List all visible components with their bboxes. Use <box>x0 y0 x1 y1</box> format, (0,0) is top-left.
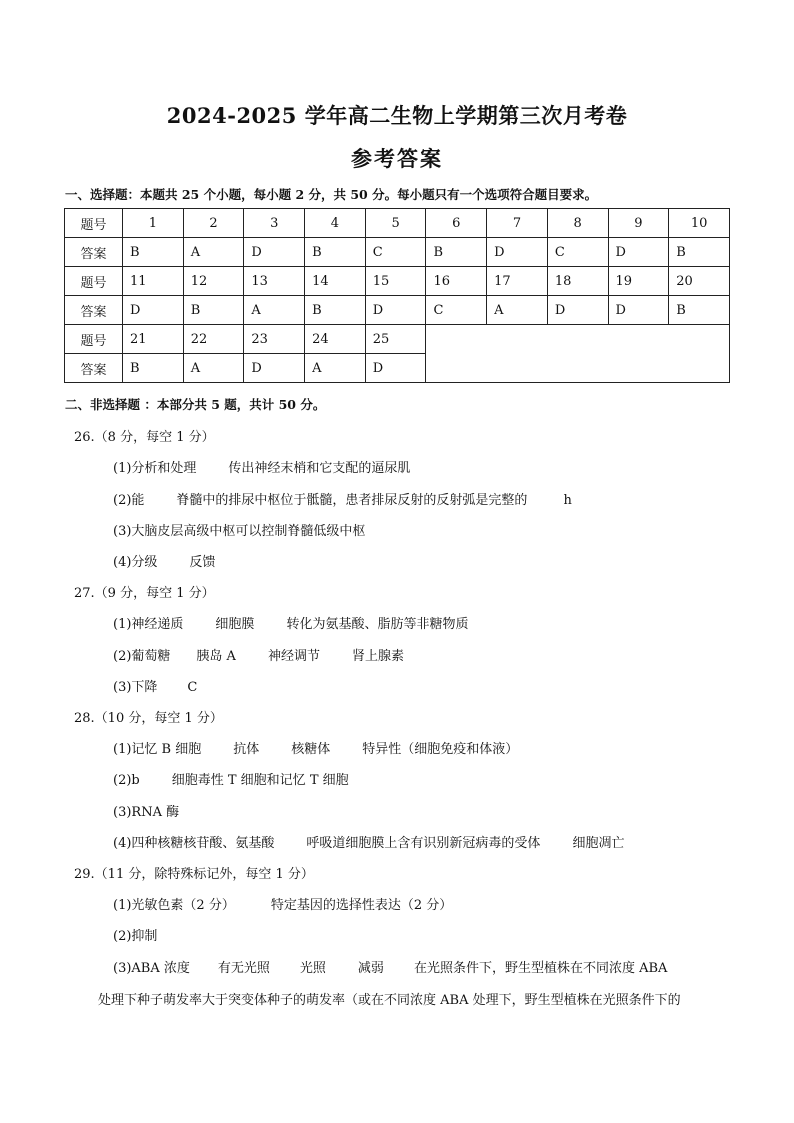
answer-cell: B <box>305 238 366 267</box>
question-number: 25 <box>365 325 426 354</box>
answer-cell: D <box>365 354 426 383</box>
answer-cell: D <box>547 296 608 325</box>
answer-text: C <box>187 680 198 695</box>
question-number: 20 <box>669 267 730 296</box>
answer-text: 反馈 <box>189 555 216 570</box>
table-row <box>65 296 730 325</box>
table-row <box>65 238 730 267</box>
question-number: 19 <box>608 267 669 296</box>
question-number: 13 <box>244 267 305 296</box>
question-number: 11 <box>123 267 184 296</box>
answer-line <box>113 925 157 944</box>
answer-text: (1)记忆 B 细胞 <box>113 742 202 757</box>
answer-text: 特异性（细胞免疫和体液） <box>362 742 519 757</box>
question-number: 4 <box>305 209 366 238</box>
answer-line <box>113 769 349 788</box>
empty-cell <box>426 325 730 383</box>
answer-text: 抗体 <box>233 742 260 757</box>
question-number: 7 <box>487 209 548 238</box>
answer-line <box>113 457 410 476</box>
answer-cell: D <box>244 238 305 267</box>
answer-text: 特定基因的选择性表达（2 分） <box>270 898 453 913</box>
answer-text: (2)葡萄糖 <box>113 649 171 664</box>
question-number: 2 <box>183 209 244 238</box>
answer-cell: A <box>244 296 305 325</box>
answer-text: (1)神经递质 <box>113 617 184 632</box>
table-row <box>65 209 730 238</box>
question-number-label: 题号 <box>65 267 123 296</box>
question-number: 16 <box>426 267 487 296</box>
answer-line <box>113 738 518 757</box>
answer-line <box>113 645 404 664</box>
answer-cell: A <box>305 354 366 383</box>
question-number: 12 <box>183 267 244 296</box>
question-number-label: 题号 <box>65 209 123 238</box>
answer-cell: B <box>305 296 366 325</box>
answer-text: (4)分级 <box>113 555 158 570</box>
answer-table <box>64 208 730 383</box>
answer-cell: A <box>183 238 244 267</box>
question-number: 24 <box>305 325 366 354</box>
answer-text: (3)下降 <box>113 680 158 695</box>
answer-line <box>113 832 624 851</box>
question-26-heading: 26.（8 分，每空 1 分） <box>74 430 215 445</box>
answer-text: 核糖体 <box>291 742 331 757</box>
table-row <box>65 267 730 296</box>
answer-cell: B <box>669 296 730 325</box>
answer-cell: B <box>669 238 730 267</box>
answer-cell: D <box>123 296 184 325</box>
answer-text: (4)四种核糖核苷酸、氨基酸 <box>113 836 275 851</box>
answer-text: 细胞毒性 T 细胞和记忆 T 细胞 <box>171 773 349 788</box>
question-number: 21 <box>123 325 184 354</box>
question-number: 15 <box>365 267 426 296</box>
answer-text: 有无光照 <box>217 961 270 976</box>
answer-text: (1)光敏色素（2 分） <box>113 898 235 913</box>
answer-line <box>113 801 179 820</box>
answer-label: 答案 <box>65 354 123 383</box>
question-29-heading: 29.（11 分，除特殊标记外，每空 1 分） <box>74 867 314 882</box>
answer-cell: B <box>426 238 487 267</box>
answer-text: (3)RNA 酶 <box>113 805 180 820</box>
answer-text: 呼吸道细胞膜上含有识别新冠病毒的受体 <box>306 836 541 851</box>
question-number: 22 <box>183 325 244 354</box>
answer-text: (3)大脑皮层高级中枢可以控制脊髓低级中枢 <box>113 524 366 539</box>
answer-text: h <box>563 493 572 508</box>
answer-cell: C <box>365 238 426 267</box>
question-number: 9 <box>608 209 669 238</box>
answer-cell: D <box>365 296 426 325</box>
question-number: 23 <box>244 325 305 354</box>
answer-text: (1)分析和处理 <box>113 461 197 476</box>
question-number: 1 <box>123 209 184 238</box>
answer-line <box>113 676 197 695</box>
answer-cell: B <box>183 296 244 325</box>
question-28-heading: 28.（10 分，每空 1 分） <box>74 711 223 726</box>
answer-cell: D <box>244 354 305 383</box>
answer-cell: D <box>487 238 548 267</box>
answer-text: (3)ABA 浓度 <box>113 961 190 976</box>
answer-line <box>113 894 452 913</box>
answer-line <box>113 957 667 976</box>
question-number: 17 <box>487 267 548 296</box>
question-number: 14 <box>305 267 366 296</box>
answer-line <box>113 489 572 508</box>
question-number: 18 <box>547 267 608 296</box>
answer-text: 光照 <box>299 961 326 976</box>
answer-text: 细胞膜 <box>215 617 255 632</box>
answer-text: 转化为氨基酸、脂肪等非糖物质 <box>286 617 469 632</box>
answer-cell: D <box>608 296 669 325</box>
answer-text: 细胞凋亡 <box>572 836 625 851</box>
answer-cell: A <box>183 354 244 383</box>
question-number: 8 <box>547 209 608 238</box>
answer-text: 在光照条件下，野生型植株在不同浓度 ABA <box>413 961 668 976</box>
answer-text: 神经调节 <box>267 649 320 664</box>
question-27-heading: 27.（9 分，每空 1 分） <box>74 586 215 601</box>
answer-cell: C <box>547 238 608 267</box>
answer-cell: B <box>123 354 184 383</box>
answer-line <box>113 613 468 632</box>
answer-text: 减弱 <box>357 961 384 976</box>
answer-cell: B <box>123 238 184 267</box>
answer-cell: C <box>426 296 487 325</box>
answer-line <box>113 520 365 539</box>
section-2-heading: 二、非选择题 ：本部分共 5 题，共计 50 分。 <box>65 397 326 412</box>
section-1-heading: 一、选择题：本题共 25 个小题，每小题 2 分，共 50 分。每小题只有一个选项符合题目要求。 <box>65 187 598 202</box>
answer-text: 脊髓中的排尿中枢位于骶髓，患者排尿反射的反射弧是完整的 <box>176 493 528 508</box>
answer-label: 答案 <box>65 296 123 325</box>
answer-text: 传出神经末梢和它支配的逼尿肌 <box>228 461 411 476</box>
page-title: 2024-2025 学年高二生物上学期第三次月考卷 <box>166 103 628 128</box>
table-row <box>65 325 730 354</box>
answer-text: 肾上腺素 <box>351 649 404 664</box>
answer-text: (2)抑制 <box>113 929 158 944</box>
answer-label: 答案 <box>65 238 123 267</box>
answer-line <box>113 551 215 570</box>
answer-text: (2)能 <box>113 493 145 508</box>
question-number: 6 <box>426 209 487 238</box>
question-number-label: 题号 <box>65 325 123 354</box>
answer-line-continued: 处理下种子萌发率大于突变体种子的萌发率（或在不同浓度 ABA 处理下，野生型植株在光照条件下的 <box>98 993 681 1008</box>
question-number: 5 <box>365 209 426 238</box>
answer-cell: A <box>487 296 548 325</box>
page-subtitle: 参考答案 <box>351 146 443 171</box>
answer-cell: D <box>608 238 669 267</box>
answer-text: (2)b <box>113 773 140 788</box>
answer-text: 胰岛 A <box>196 649 236 664</box>
question-number: 3 <box>244 209 305 238</box>
question-number: 10 <box>669 209 730 238</box>
